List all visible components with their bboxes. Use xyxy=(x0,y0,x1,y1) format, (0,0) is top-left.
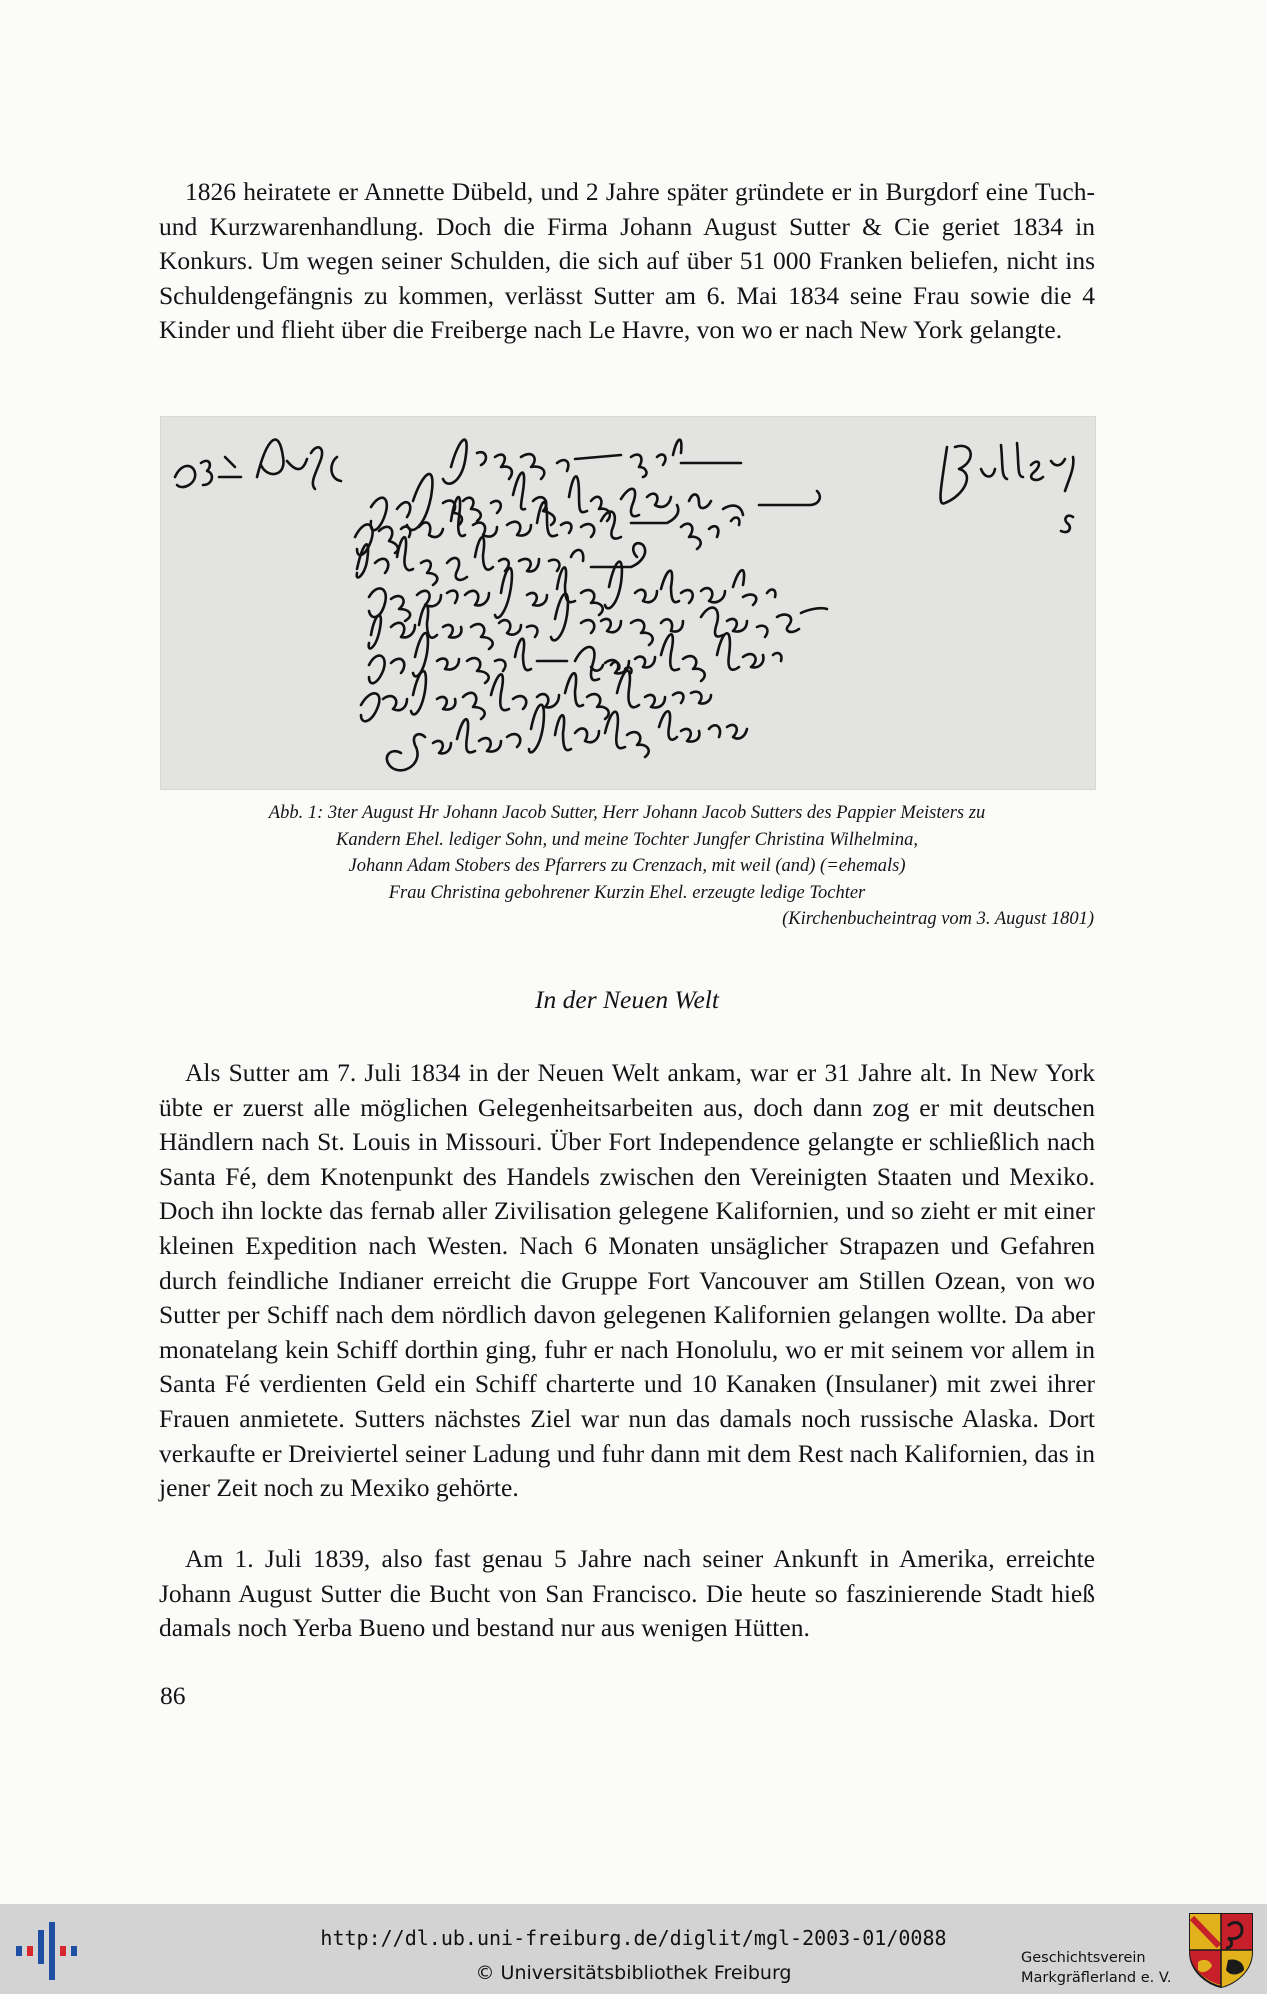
figure-caption xyxy=(160,800,1094,933)
document-url-link[interactable]: http://dl.ub.uni-freiburg.de/diglit/mgl-2003-01/0088 xyxy=(320,1926,947,1950)
paragraph-intro-text: 1826 heiratete er Annette Dübeld, und 2 Jahre später gründete er in Burgdorf eine Tuch- und Kurzwarenhandlung. Doch die Firma Johann August Sutter & Cie geriet 1834 in Konkurs. Um wegen seiner Schulden, die sich auf über 51 000 Franken beliefen, nicht ins Schuldengefängnis zu kommen, verlässt Sutter am 6. Mai 1834 seine Frau sowie die 4 Kinder und flieht über die Freiberge nach Le Havre, von wo er nach New York gelangte. xyxy=(159,177,1095,345)
paragraph-intro xyxy=(159,175,1095,348)
section-heading: In der Neuen Welt xyxy=(535,985,719,1014)
viewer-footer xyxy=(0,1904,1267,1994)
copyright-notice: © Universitätsbibliothek Freiburg xyxy=(475,1962,792,1984)
paragraph-new-world xyxy=(159,1056,1095,1506)
caption-line-1: Abb. 1: 3ter August Hr Johann Jacob Sutter, Herr Johann Jacob Sutters des Pappier Meisters zu xyxy=(268,803,986,823)
caption-line-4: Frau Christina gebohrener Kurzin Ehel. erzeugte ledige Tochter xyxy=(388,882,866,903)
caption-source: (Kirchenbucheintrag vom 3. August 1801) xyxy=(782,909,1094,929)
caption-line-2: Kandern Ehel. lediger Sohn, und meine Tochter Jungfer Christina Wilhelmina, xyxy=(335,829,919,850)
society-name xyxy=(1021,1948,1172,1988)
coat-of-arms-icon[interactable] xyxy=(1188,1912,1254,1988)
caption-line-3: Johann Adam Stobers des Pfarrers zu Crenzach, mit weil (and) (=ehemals) xyxy=(348,856,906,876)
paragraph-new-world-text: Als Sutter am 7. Juli 1834 in der Neuen Welt ankam, war er 31 Jahre alt. In New York übte er zuerst alle möglichen Gelegenheitsarbeiten aus, doch dann zog er mit deutschen Händlern nach St. Louis in Missouri. Über Fort Independence gelangte er schließlich nach Santa Fé, dem Knotenpunkt des Handels zwischen den Vereinigten Staaten und Mexiko. Doch ihn lockte das fernab aller Zivilisation gelegene Kalifornien, und so zieht er mit einer kleinen Expedition nach Westen. Nach 6 Monaten unsäglicher Strapazen und Gefahren durch feindliche Indianer erreicht die Gruppe Fort Vancouver am Stillen Ozean, von wo Sutter per Schiff nach dem nördlich davon gelegenen Kalifornien gelangen wollte. Da aber monatelang kein Schiff dorthin ging, fuhr er nach Honolulu, wo er mit seinem vor allem in Santa Fé verdienten Geld ein Schiff charterte und 10 Kanaken (Insulaner) mit zwei ihrer Frauen anmietete. Sutters nächstes Ziel war nun das damals noch russische Alaska. Dort verkaufte er Dreiviertel seiner Ladung und fuhr dann mit dem Rest nach Kalifornien, das in jener Zeit noch zu Mexiko gehörte. xyxy=(159,1058,1095,1503)
handwriting-image xyxy=(161,417,1095,789)
page-number: 86 xyxy=(160,1681,186,1710)
paragraph-san-francisco xyxy=(159,1542,1095,1646)
paragraph-san-francisco-text: Am 1. Juli 1839, also fast genau 5 Jahre nach seiner Ankunft in Amerika, erreichte Johann August Sutter die Bucht von San Francisco. Die heute so faszinierende Stadt hieß damals noch Yerba Bueno und bestand nur aus wenigen Hütten. xyxy=(159,1544,1095,1643)
society-name-line-1: Geschichtsverein xyxy=(1021,1950,1146,1966)
society-name-line-2: Markgräflerland e. V. xyxy=(1021,1970,1172,1986)
church-register-facsimile xyxy=(160,416,1096,790)
